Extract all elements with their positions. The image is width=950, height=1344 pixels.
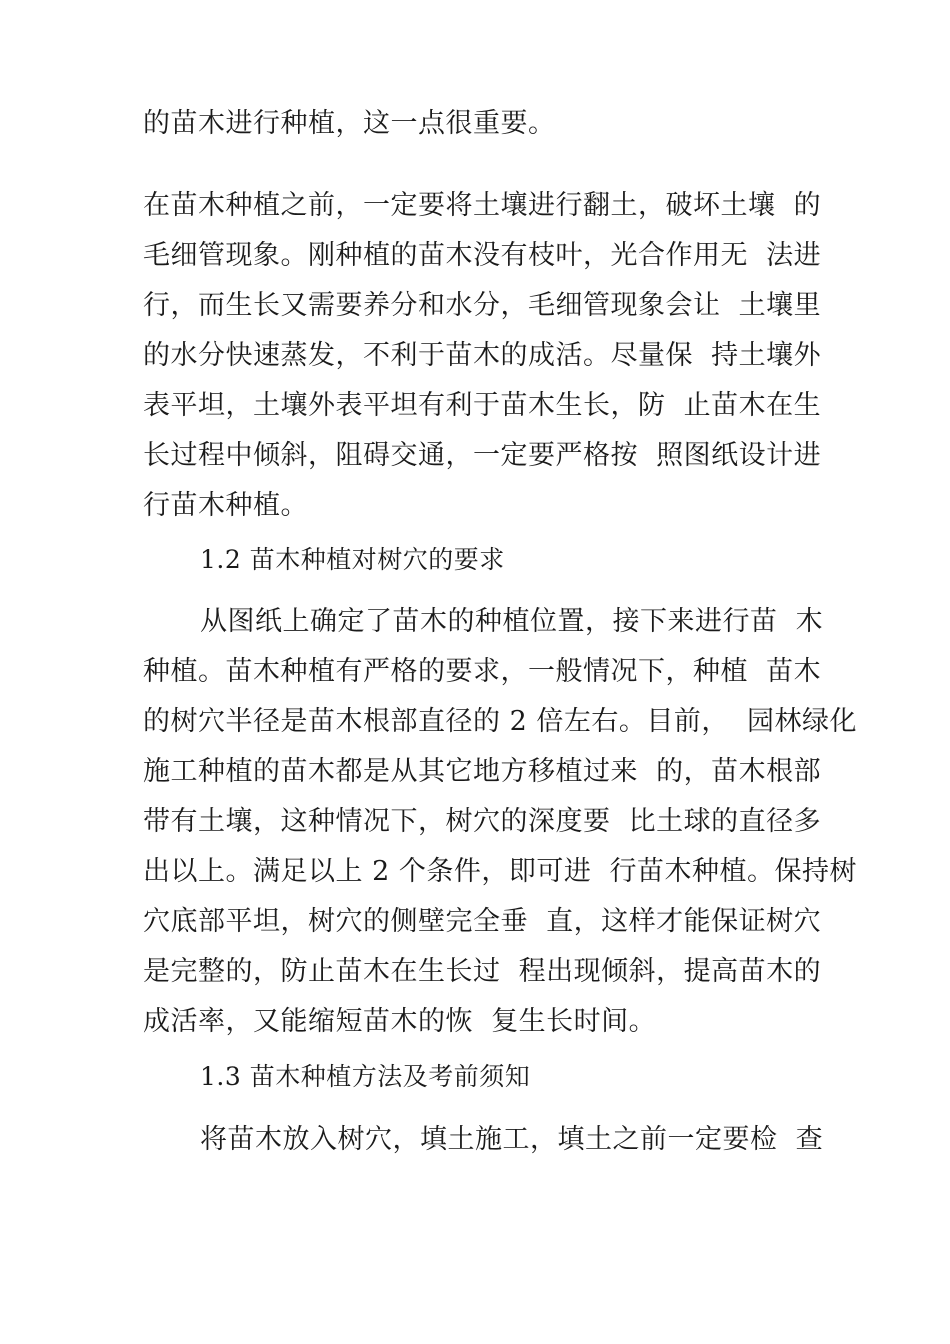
- text-line: 施工种植的苗木都是从其它地方移植过来 的，苗木根部: [143, 756, 822, 787]
- section-heading: 1.3 苗木种植方法及考前须知: [200, 1062, 531, 1091]
- text-line: 将苗木放入树穴，填土施工，填土之前一定要检 查: [200, 1124, 824, 1155]
- text-line: 从图纸上确定了苗木的种植位置，接下来进行苗 木: [200, 606, 824, 637]
- text-line: 的苗木进行种植，这一点很重要。: [143, 108, 556, 139]
- text-line: 行，而生长又需要养分和水分，毛细管现象会让 土壤里: [143, 290, 822, 321]
- text-line: 在苗木种植之前，一定要将土壤进行翻土，破坏土壤 的: [143, 190, 822, 221]
- text-line: 长过程中倾斜，阻碍交通，一定要严格按 照图纸设计进: [143, 440, 822, 471]
- text-line: 成活率，又能缩短苗木的恢 复生长时间。: [143, 1006, 657, 1037]
- text-line: 表平坦，土壤外表平坦有利于苗木生长，防 止苗木在生: [143, 390, 822, 421]
- text-line: 的水分快速蒸发，不利于苗木的成活。尽量保 持土壤外: [143, 340, 822, 371]
- text-line: 是完整的，防止苗木在生长过 程出现倾斜，提高苗木的: [143, 956, 822, 987]
- section-heading: 1.2 苗木种植对树穴的要求: [200, 545, 505, 574]
- text-line: 出以上。满足以上 2 个条件，即可进 行苗木种植。保持树: [143, 856, 858, 887]
- text-line: 的树穴半径是苗木根部直径的 2 倍左右。目前， 园林绿化: [143, 706, 858, 737]
- text-line: 种植。苗木种植有严格的要求，一般情况下，种植 苗木: [143, 656, 822, 687]
- text-line: 行苗木种植。: [143, 490, 308, 521]
- text-line: 带有土壤，这种情况下，树穴的深度要 比土球的直径多: [143, 806, 822, 837]
- text-line: 穴底部平坦，树穴的侧壁完全垂 直，这样才能保证树穴: [143, 906, 822, 937]
- text-line: 毛细管现象。刚种植的苗木没有枝叶，光合作用无 法进: [143, 240, 822, 271]
